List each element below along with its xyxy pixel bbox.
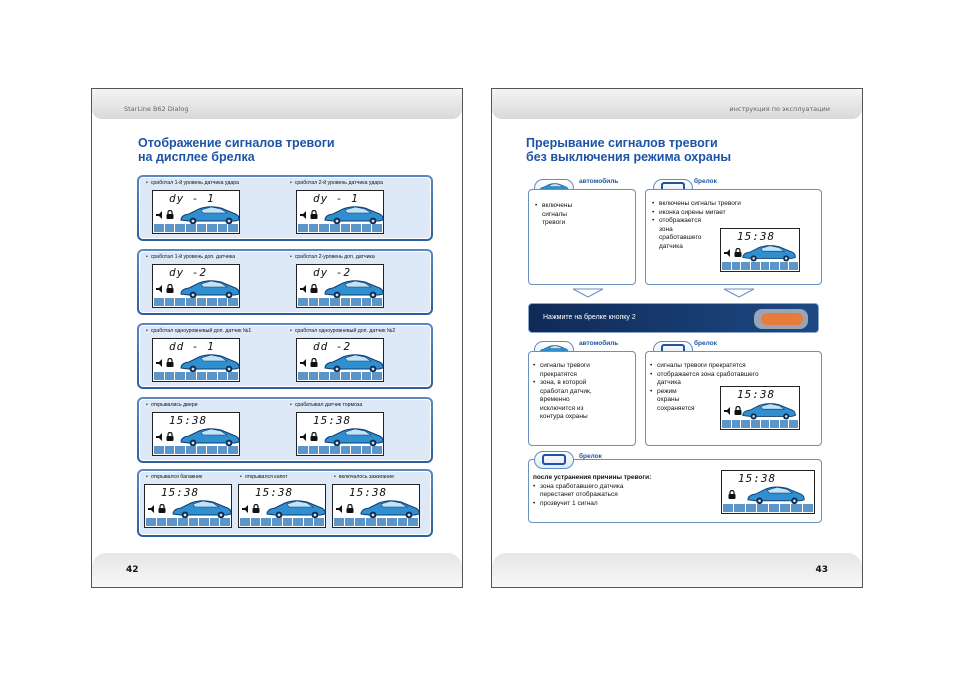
alarm-label: • сработал одноуровневый доп. датчик №2 bbox=[290, 328, 395, 334]
display-text: dy -2 bbox=[313, 266, 352, 279]
fob-lcd-display bbox=[296, 412, 384, 456]
status-icons-row bbox=[722, 262, 798, 270]
display-text: 15:38 bbox=[161, 486, 200, 499]
alarm-label: • сработал одноуровневый доп. датчик №1 bbox=[146, 328, 251, 334]
status-icons-row bbox=[298, 446, 382, 454]
step2-fob-line: • режим bbox=[650, 388, 759, 397]
car-icon bbox=[323, 205, 385, 225]
fob-lcd-display bbox=[152, 338, 240, 382]
step2-fob-display bbox=[720, 386, 800, 430]
display-text: dy -2 bbox=[169, 266, 208, 279]
lock-icon bbox=[252, 504, 260, 513]
status-icons-row bbox=[722, 420, 798, 428]
arrow-down-icon bbox=[572, 288, 604, 298]
step2-fob-line: • сигналы тревоги прекратятся bbox=[650, 362, 759, 371]
display-text: 15:38 bbox=[349, 486, 388, 499]
car-icon bbox=[323, 427, 385, 447]
status-icons-row bbox=[298, 372, 382, 380]
step1-fob-line: • включены сигналы тревоги bbox=[652, 200, 741, 209]
alarm-label: • открывались двери bbox=[146, 402, 198, 408]
right-title-line-1: Прерывание сигналов тревоги bbox=[526, 136, 718, 150]
left-title-line-1: Отображение сигналов тревоги bbox=[138, 136, 335, 150]
press-button-bar bbox=[528, 303, 819, 333]
step1-car-text bbox=[535, 202, 572, 228]
car-icon bbox=[179, 427, 241, 447]
alarm-label: • сработал 2-й уровень датчика удара bbox=[290, 180, 383, 186]
alarm-row-frame bbox=[137, 323, 433, 389]
lock-icon bbox=[728, 490, 736, 499]
arrow-down-icon bbox=[723, 288, 755, 298]
status-icons-row bbox=[298, 224, 382, 232]
siren-icon bbox=[335, 505, 345, 513]
step2-car-line: временно bbox=[540, 396, 570, 403]
car-icon bbox=[746, 485, 806, 505]
fob-lcd-display bbox=[296, 264, 384, 308]
car-icon bbox=[179, 279, 241, 299]
status-icons-row bbox=[334, 518, 418, 526]
car-icon bbox=[179, 353, 241, 373]
step1-fob-label: брелок bbox=[694, 178, 717, 185]
left-page-footer bbox=[92, 553, 462, 587]
siren-icon bbox=[299, 211, 309, 219]
car-icon bbox=[359, 499, 421, 519]
status-icons-row bbox=[154, 298, 238, 306]
fob-lcd-display bbox=[152, 264, 240, 308]
siren-icon bbox=[155, 285, 165, 293]
step3-fob-label: брелок bbox=[579, 453, 602, 460]
alarm-row-frame bbox=[137, 249, 433, 315]
display-time: 15:38 bbox=[737, 230, 776, 243]
display-text: dd - 1 bbox=[169, 340, 215, 353]
status-icons-row bbox=[154, 446, 238, 454]
step2-fob-line: • отображается зона сработавшего bbox=[650, 371, 759, 380]
lock-icon bbox=[166, 432, 174, 441]
siren-icon bbox=[723, 249, 733, 257]
step1-car-label: автомобиль bbox=[579, 178, 619, 185]
alarm-label: • сработал 1-й уровень доп. датчика bbox=[146, 254, 235, 260]
step2-car-box bbox=[528, 351, 636, 446]
step3-box bbox=[528, 459, 822, 523]
status-icons-row bbox=[298, 298, 382, 306]
step1-car-line: сигналы bbox=[542, 210, 567, 218]
step3-item: • зона сработавшего датчика bbox=[533, 483, 651, 492]
siren-icon bbox=[155, 211, 165, 219]
status-icons-row bbox=[240, 518, 324, 526]
step1-fob-display bbox=[720, 228, 800, 272]
right-page-header bbox=[492, 89, 862, 119]
step2-car-label: автомобиль bbox=[579, 340, 619, 347]
step1-car-line: • включены bbox=[535, 202, 572, 211]
status-icons-row bbox=[154, 224, 238, 232]
right-page-number: 43 bbox=[815, 565, 828, 575]
car-icon bbox=[171, 499, 233, 519]
display-text: 15:38 bbox=[169, 414, 208, 427]
siren-icon bbox=[299, 433, 309, 441]
step3-heading: после устранения причины тревоги: bbox=[533, 474, 652, 481]
siren-icon bbox=[299, 285, 309, 293]
car-icon bbox=[741, 401, 797, 421]
car-icon bbox=[323, 279, 385, 299]
left-page-header bbox=[92, 89, 462, 119]
step2-car-line: контура охраны bbox=[540, 413, 588, 420]
siren-icon bbox=[155, 433, 165, 441]
lock-icon bbox=[310, 210, 318, 219]
step2-fob-line: датчика bbox=[657, 379, 681, 386]
display-text: 15:38 bbox=[313, 414, 352, 427]
fob-lcd-display bbox=[152, 190, 240, 234]
status-icons-row bbox=[723, 504, 813, 512]
car-icon bbox=[179, 205, 241, 225]
left-page-title bbox=[138, 136, 335, 164]
step1-fob-box bbox=[645, 189, 822, 285]
alarm-label: • сработал 1-й уровень датчика удара bbox=[146, 180, 239, 186]
step3-item: • прозвучит 1 сигнал bbox=[533, 500, 651, 509]
display-time: 15:38 bbox=[737, 388, 776, 401]
car-icon bbox=[741, 243, 797, 263]
left-title-line-2: на дисплее брелка bbox=[138, 150, 255, 164]
left-page bbox=[91, 88, 463, 588]
step2-car-line: • сигналы тревоги bbox=[533, 362, 592, 371]
lock-icon bbox=[166, 358, 174, 367]
fob-lcd-display bbox=[296, 338, 384, 382]
alarm-row-frame bbox=[137, 469, 433, 537]
lock-icon bbox=[158, 504, 166, 513]
keyfob-icon bbox=[754, 309, 808, 329]
left-page-number: 42 bbox=[126, 565, 139, 575]
left-header-text: StarLine B62 Dialog bbox=[124, 105, 189, 113]
step2-fob-box bbox=[645, 351, 822, 446]
step1-fob-line: • иконка сирены мигает bbox=[652, 209, 741, 218]
step3-fob-display bbox=[721, 470, 815, 514]
step2-car-line: прекратятся bbox=[540, 370, 577, 378]
alarm-label: • срабатывал датчик тормоза bbox=[290, 402, 362, 408]
display-text: dy - 1 bbox=[169, 192, 215, 205]
car-icon bbox=[265, 499, 327, 519]
step1-car-line: тревоги bbox=[542, 219, 566, 226]
right-page-title bbox=[526, 136, 731, 164]
step2-car-text bbox=[533, 362, 592, 422]
siren-icon bbox=[723, 407, 733, 415]
step2-car-line: исключится из bbox=[540, 404, 584, 412]
display-time: 15:38 bbox=[738, 472, 777, 485]
lock-icon bbox=[310, 432, 318, 441]
siren-icon bbox=[241, 505, 251, 513]
step2-car-line: • зона, в которой bbox=[533, 379, 592, 388]
fob-lcd-display bbox=[152, 412, 240, 456]
lock-icon bbox=[166, 210, 174, 219]
right-title-line-2: без выключения режима охраны bbox=[526, 150, 732, 164]
fob-lcd-display bbox=[144, 484, 232, 528]
alarm-label: • открывался багажник bbox=[146, 474, 202, 480]
display-text: 15:38 bbox=[255, 486, 294, 499]
alarm-label: • включалось зажигание bbox=[334, 474, 394, 480]
display-text: dd -2 bbox=[313, 340, 352, 353]
right-header-text: инструкция по эксплуатации bbox=[729, 105, 830, 113]
step3-text bbox=[533, 474, 651, 508]
step1-fob-line: сработавшего bbox=[659, 234, 702, 241]
lock-icon bbox=[166, 284, 174, 293]
fob-badge-icon bbox=[534, 451, 574, 469]
alarm-row-frame bbox=[137, 397, 433, 463]
status-icons-row bbox=[154, 372, 238, 380]
step2-fob-label: брелок bbox=[694, 340, 717, 347]
step1-car-box bbox=[528, 189, 636, 285]
lock-icon bbox=[346, 504, 354, 513]
siren-icon bbox=[155, 359, 165, 367]
fob-lcd-display bbox=[238, 484, 326, 528]
step1-fob-line: датчика bbox=[659, 242, 683, 250]
step2-car-line: сработал датчик, bbox=[540, 387, 592, 395]
step2-fob-line: охраны bbox=[657, 396, 680, 403]
display-text: dy - 1 bbox=[313, 192, 359, 205]
right-page bbox=[491, 88, 863, 588]
car-icon bbox=[323, 353, 385, 373]
siren-icon bbox=[299, 359, 309, 367]
siren-icon bbox=[147, 505, 157, 513]
fob-lcd-display bbox=[296, 190, 384, 234]
alarm-label: • сработал 2-уровень доп. датчика bbox=[290, 254, 375, 260]
step3-item: перестанет отображаться bbox=[540, 491, 618, 498]
alarm-row-frame bbox=[137, 175, 433, 241]
step1-fob-line: зона bbox=[659, 225, 673, 233]
step2-fob-line: сохраняется bbox=[657, 404, 695, 412]
step1-fob-line: • отображается bbox=[652, 217, 741, 226]
fob-lcd-display bbox=[332, 484, 420, 528]
right-page-footer bbox=[492, 553, 862, 587]
status-icons-row bbox=[146, 518, 230, 526]
alarm-label: • открывался капот bbox=[240, 474, 288, 480]
lock-icon bbox=[310, 284, 318, 293]
lock-icon bbox=[310, 358, 318, 367]
press-button-text: Нажмите на брелке кнопку 2 bbox=[543, 314, 636, 321]
